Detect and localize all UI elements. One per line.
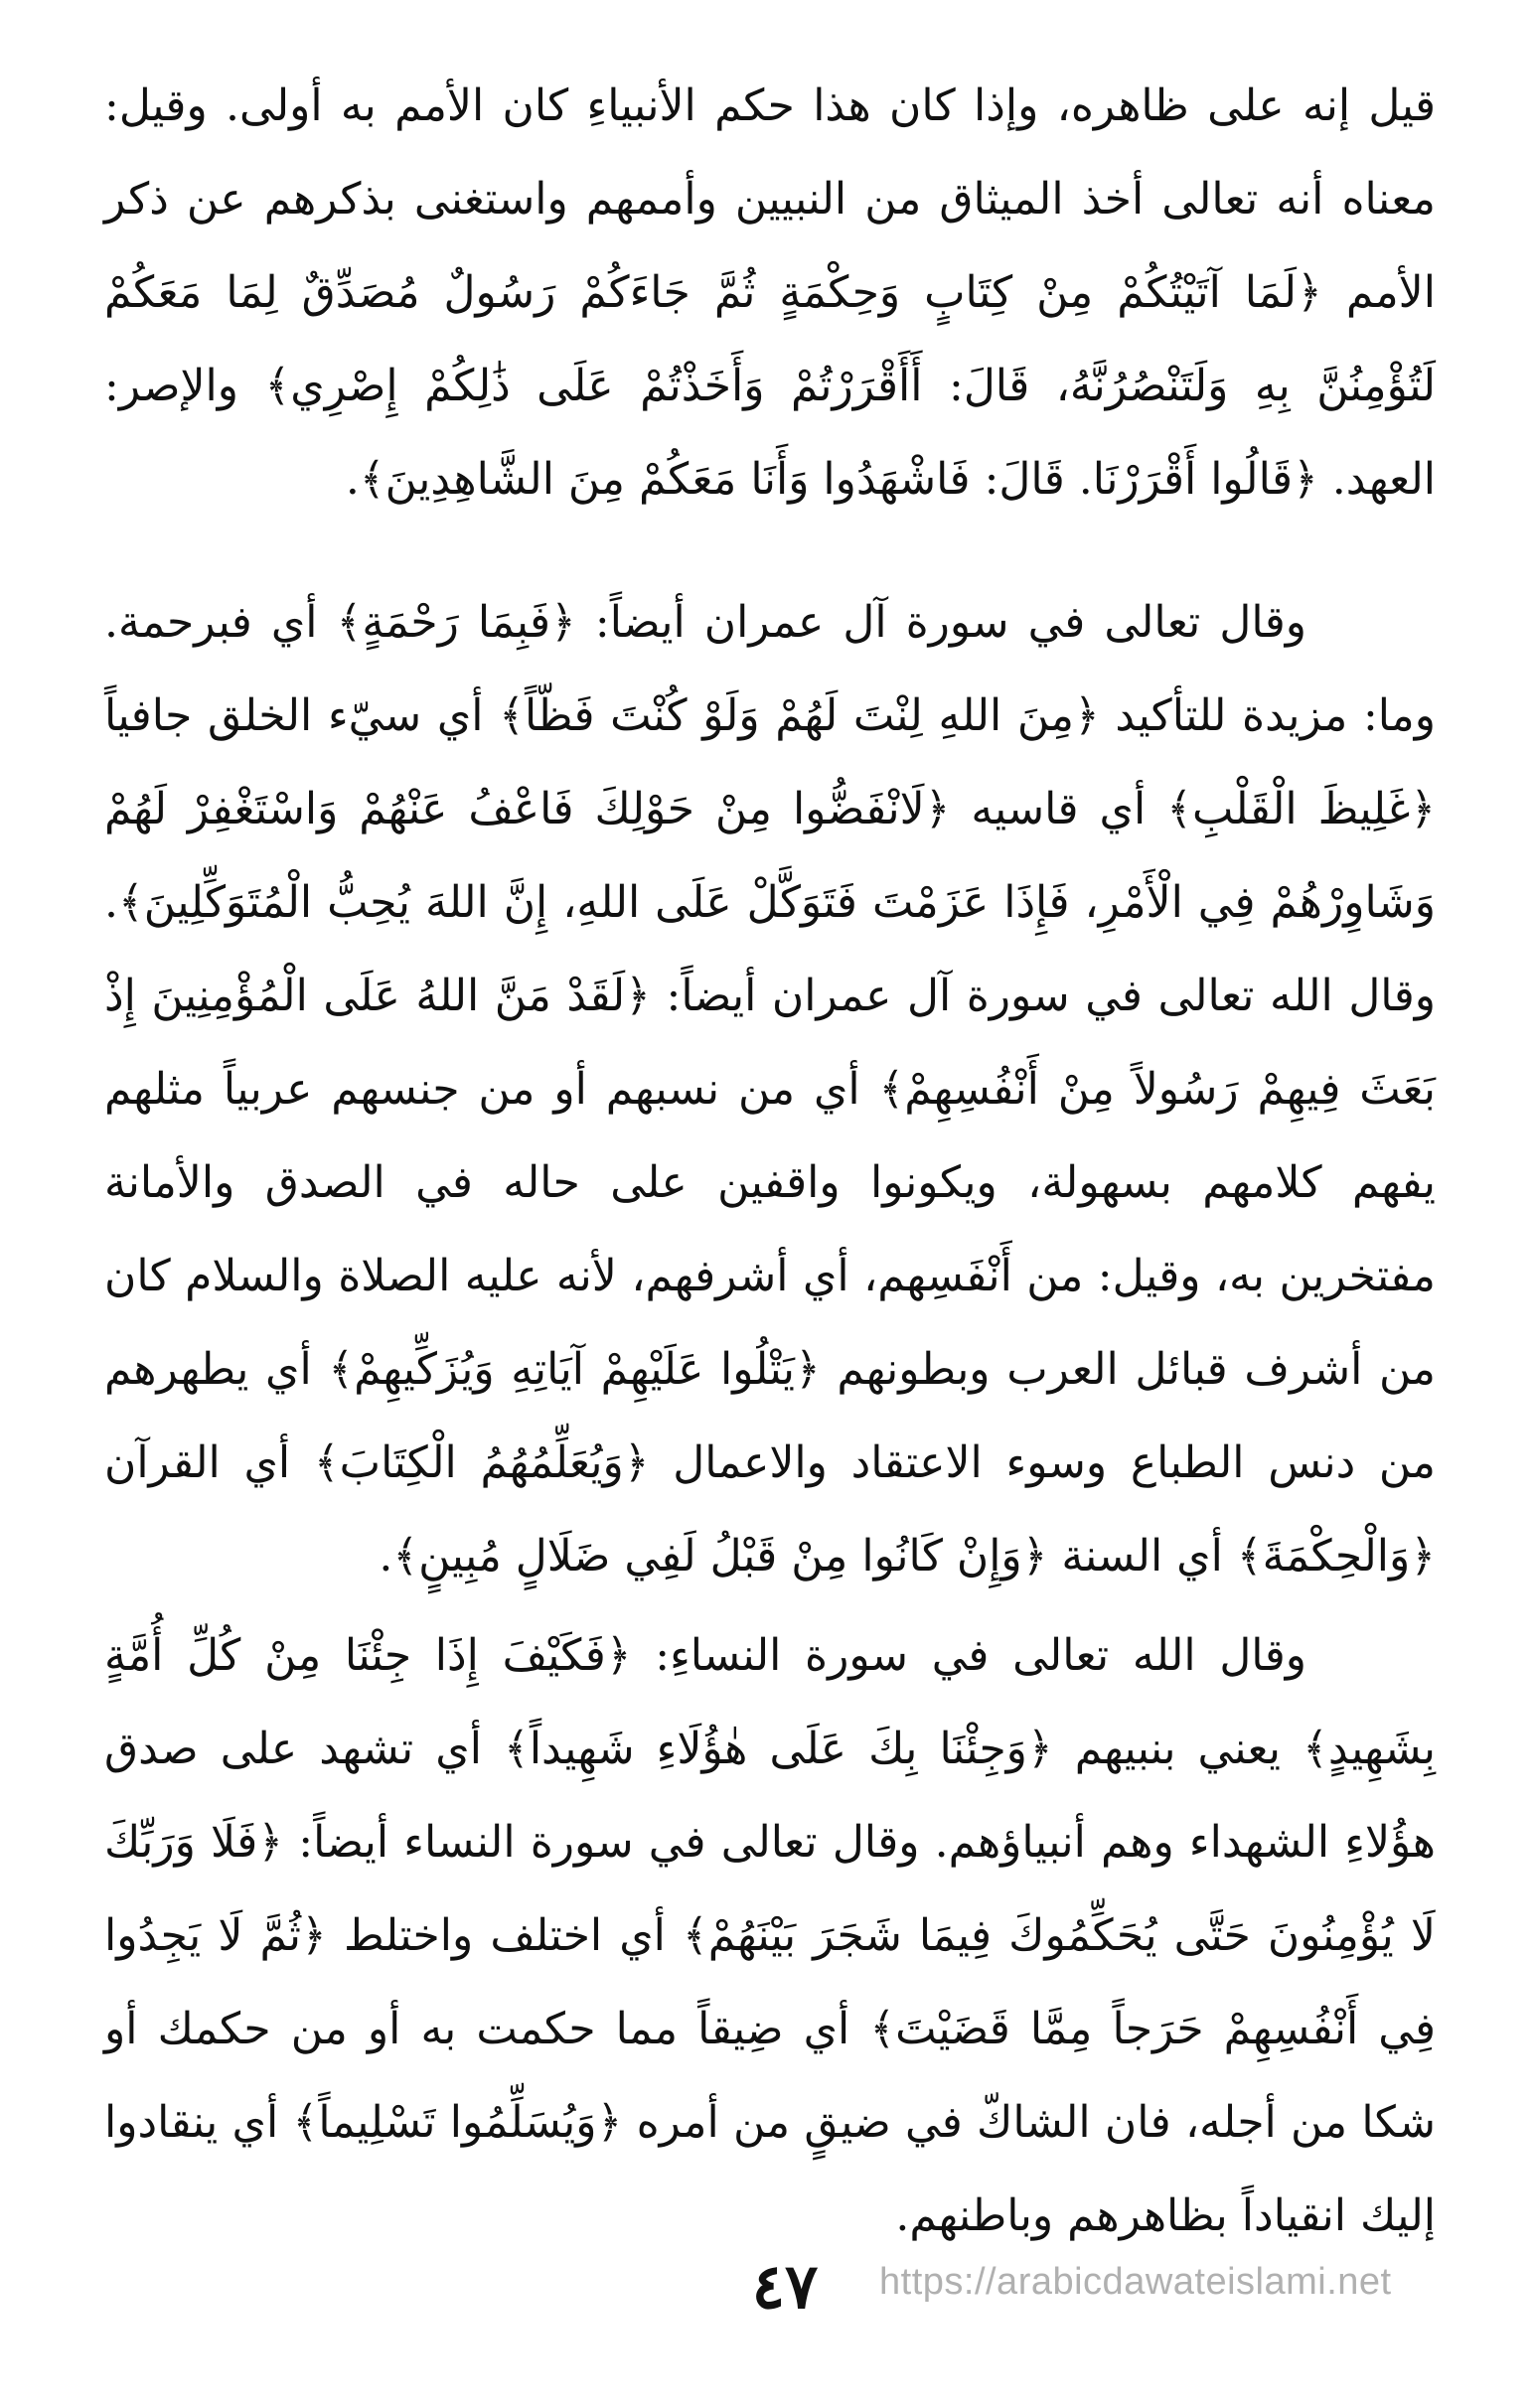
text-block-bottom <box>104 1609 1436 2263</box>
page-number: ٤٧ <box>751 2250 819 2323</box>
paragraph-1: قيل إنه على ظاهره، وإذا كان هذا حكم الأنبياءِ كان الأمم به أولى. وقيل: معناه أنه تعالى أخذ الميثاق من النبيين وأممهم واستغنى بذكرهم عن ذكر الأمم ﴿لَمَا آتَيْتُكُمْ مِنْ كِتَابٍ وَحِكْمَةٍ ثُمَّ جَاءَكُمْ رَسُولٌ مُصَدِّقٌ لِمَا مَعَكُمْ لَتُؤْمِنُنَّ بِهِ وَلَتَنْصُرُنَّهُ، قَالَ: أَأَقْرَرْتُمْ وَأَخَذْتُمْ عَلَى ذَٰلِكُمْ إِصْرِي﴾ والإصر: العهد. ﴿قَالُوا أَقْرَرْنَا. قَالَ: فَاشْهَدُوا وَأَنَا مَعَكُمْ مِنَ الشَّاهِدِينَ﴾. <box>104 80 1436 505</box>
watermark-url: https://arabicdawateislami.net <box>879 2261 1392 2303</box>
text-block-middle <box>104 576 1436 1603</box>
text-block-top <box>104 60 1436 527</box>
paragraph-2: وقال تعالى في سورة آل عمران أيضاً: ﴿فَبِمَا رَحْمَةٍ﴾ أي فبرحمة. وما: مزيدة للتأكيد ﴿مِنَ اللهِ لِنْتَ لَهُمْ وَلَوْ كُنْتَ فَظّاً﴾ أي سيّء الخلق جافياً ﴿غَلِيظَ الْقَلْبِ﴾ أي قاسيه ﴿لَانْفَضُّوا مِنْ حَوْلِكَ فَاعْفُ عَنْهُمْ وَاسْتَغْفِرْ لَهُمْ وَشَاوِرْهُمْ فِي الْأَمْرِ، فَإِذَا عَزَمْتَ فَتَوَكَّلْ عَلَى اللهِ، إِنَّ اللهَ يُحِبُّ الْمُتَوَكِّلِينَ﴾. وقال الله تعالى في سورة آل عمران أيضاً: ﴿لَقَدْ مَنَّ اللهُ عَلَى الْمُؤْمِنِينَ إِذْ بَعَثَ فِيهِمْ رَسُولاً مِنْ أَنْفُسِهِمْ﴾ أي من نسبهم أو من جنسهم عربياً مثلهم يفهم كلامهم بسهولة، ويكونوا واقفين على حاله في الصدق والأمانة مفتخرين به، وقيل: من أَنْفَسِهم، أي أشرفهم، لأنه عليه الصلاة والسلام كان من أشرف قبائل العرب وبطونهم ﴿يَتْلُوا عَلَيْهِمْ آيَاتِهِ وَيُزَكِّيهِمْ﴾ أي يطهرهم من دنس الطباع وسوء الاعتقاد والاعمال ﴿وَيُعَلِّمُهُمُ الْكِتَابَ﴾ أي القرآن ﴿وَالْحِكْمَةَ﴾ أي السنة ﴿وَإِنْ كَانُوا مِنْ قَبْلُ لَفِي ضَلَالٍ مُبِينٍ﴾. <box>104 597 1436 1581</box>
paragraph-3: وقال الله تعالى في سورة النساءِ: ﴿فَكَيْفَ إِذَا جِئْنَا مِنْ كُلِّ أُمَّةٍ بِشَهِيدٍ﴾ يعني بنبيهم ﴿وَجِئْنَا بِكَ عَلَى هٰؤُلَاءِ شَهِيداً﴾ أي تشهد على صدق هؤُلاءِ الشهداء وهم أنبياؤهم. وقال تعالى في سورة النساء أيضاً: ﴿فَلَا وَرَبِّكَ لَا يُؤْمِنُونَ حَتَّى يُحَكِّمُوكَ فِيمَا شَجَرَ بَيْنَهُمْ﴾ أي اختلف واختلط ﴿ثُمَّ لَا يَجِدُوا فِي أَنْفُسِهِمْ حَرَجاً مِمَّا قَضَيْتَ﴾ أي ضِيقاً مما حكمت به أو من حكمك أو شكا من أجله، فان الشاكّ في ضيقٍ من أمره ﴿وَيُسَلِّمُوا تَسْلِيماً﴾ أي ينقادوا إليك انقياداً بظاهرهم وباطنهم. <box>104 1630 1436 2241</box>
